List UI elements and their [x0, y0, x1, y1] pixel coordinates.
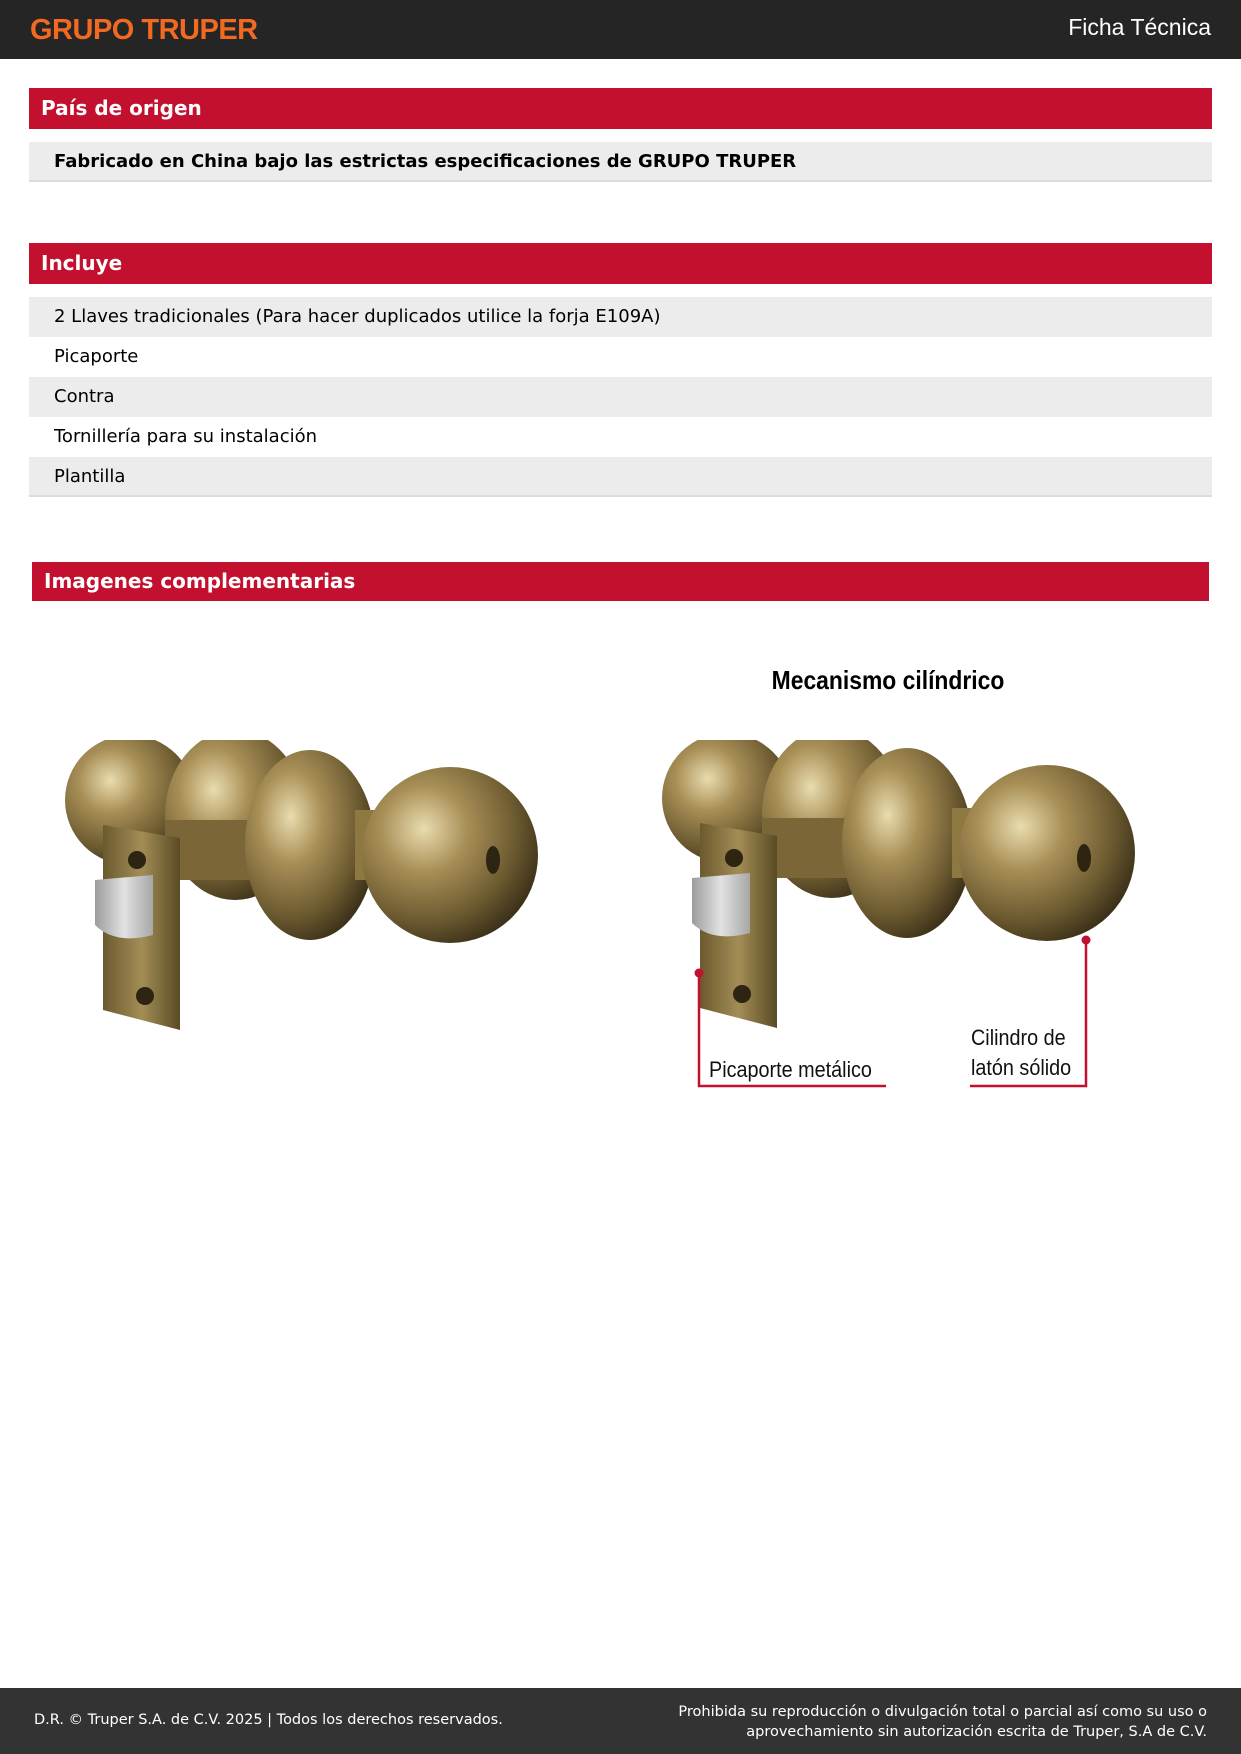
- footer: [0, 1688, 1241, 1754]
- door-knob-lock-image: [55, 740, 555, 1040]
- callout-cylinder-line1: Cilindro de: [971, 1025, 1066, 1050]
- document-title: Ficha Técnica: [1068, 14, 1211, 40]
- footer-copyright: D.R. © Truper S.A. de C.V. 2025 | Todos los derechos reservados.: [34, 1712, 503, 1728]
- top-bar: [0, 0, 1241, 59]
- footer-legal-line2: aprovechamiento sin autorización escrita de Truper, S.A de C.V.: [746, 1724, 1207, 1740]
- footer-legal-line1: Prohibida su reproducción o divulgación total o parcial así como su uso o: [678, 1704, 1207, 1720]
- brand-logo: GRUPO TRUPER: [30, 14, 258, 46]
- footer-legal-notice: [678, 1702, 1207, 1742]
- images-heading: Imagenes complementarias: [32, 562, 1209, 601]
- mechanism-title: Mecanismo cilíndrico: [771, 665, 1005, 695]
- callout-latch-label: Picaporte metálico: [709, 1057, 872, 1082]
- list-item: Plantilla: [29, 457, 1212, 497]
- list-item: Tornillería para su instalación: [54, 426, 318, 447]
- origin-heading: País de origen: [29, 88, 1212, 129]
- list-item: Contra: [29, 377, 1212, 417]
- callout-cylinder-label: [971, 1023, 1071, 1083]
- list-item: Picaporte: [54, 346, 139, 367]
- list-item: 2 Llaves tradicionales (Para hacer duplicados utilice la forja E109A): [29, 297, 1212, 337]
- callout-cylinder-line2: latón sólido: [971, 1055, 1072, 1080]
- origin-text: Fabricado en China bajo las estrictas especificaciones de GRUPO TRUPER: [29, 142, 1212, 182]
- door-knob-lock-callout-image: [652, 740, 1152, 1090]
- includes-heading: Incluye: [29, 243, 1212, 284]
